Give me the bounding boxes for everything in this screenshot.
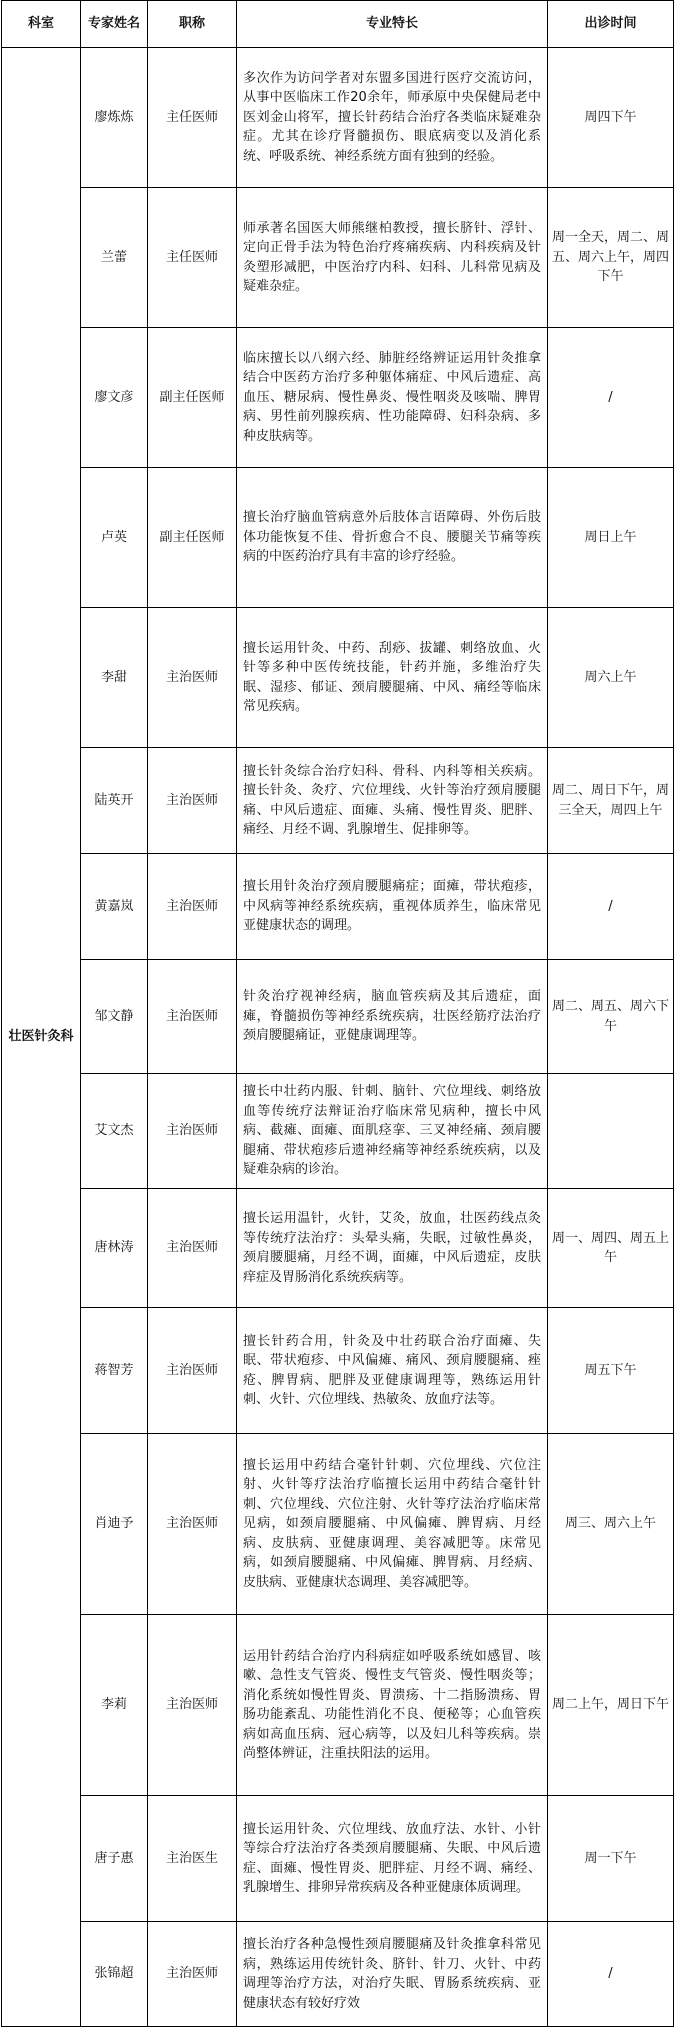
doctor-title: 主治医生	[148, 1796, 237, 1922]
doctor-name: 肖迪予	[81, 1434, 148, 1615]
doctor-title: 主任医师	[148, 48, 237, 188]
doctor-schedule: 周二、周日下午，周三全天，周四上午	[548, 748, 674, 854]
doctor-title: 主任医师	[148, 188, 237, 328]
doctor-title: 副主任医师	[148, 468, 237, 608]
doctor-name: 李甜	[81, 608, 148, 748]
table-row	[2, 188, 674, 328]
table-row	[2, 48, 674, 188]
doctor-specialty: 擅长运用中药结合毫针针刺、穴位埋线、穴位注射、火针等疗法治疗临擅长运用中药结合毫针针刺、穴位埋线、穴位注射、火针等疗法治疗临床常见病，如颈肩腰腿痛、中风偏瘫、脾胃病、月经病、皮肤病、亚健康调理、美容减肥等。床常见病，如颈肩腰腿痛、中风偏瘫、脾胃病、月经病、皮肤病、亚健康状态调理、美容减肥等。	[237, 1434, 548, 1615]
doctor-title: 主治医师	[148, 854, 237, 960]
table-row	[2, 960, 674, 1074]
doctor-schedule: 周日上午	[548, 468, 674, 608]
doctor-schedule: 周六上午	[548, 608, 674, 748]
doctor-title: 主治医师	[148, 1922, 237, 2027]
doctor-schedule	[548, 1074, 674, 1189]
doctor-name: 廖炼炼	[81, 48, 148, 188]
doctor-specialty: 擅长运用温针，火针，艾灸，放血，壮医药线点灸等传统疗法治疗：头晕头痛，失眠，过敏性鼻炎，颈肩腰腿痛，月经不调，面瘫，中风后遗症，皮肤痒症及胃肠消化系统疾病等。	[237, 1189, 548, 1308]
doctor-specialty: 多次作为访问学者对东盟多国进行医疗交流访问，从事中医临床工作20余年，师承原中央保健局老中医刘金山将军，擅长针药结合治疗各类临床疑难杂症。尤其在诊疗肾髓损伤、眼底病变以及消化系统、呼吸系统、神经系统方面有独到的经验。	[237, 48, 548, 188]
doctor-specialty: 擅长用针灸治疗颈肩腰腿痛症；面瘫，带状疱疹，中风病等神经系统疾病，重视体质养生，临床常见亚健康状态的调理。	[237, 854, 548, 960]
doctor-title: 主治医师	[148, 748, 237, 854]
header-department: 科室	[2, 1, 81, 48]
doctor-specialty: 师承著名国医大师熊继柏教授，擅长脐针、浮针、定向正骨手法为特色治疗疼痛疾病、内科疾病及针灸塑形减肥，中医治疗内科、妇科、儿科常见病及疑难杂症。	[237, 188, 548, 328]
header-schedule: 出诊时间	[548, 1, 674, 48]
doctor-schedule: 周一下午	[548, 1796, 674, 1922]
table-row	[2, 1796, 674, 1922]
doctor-schedule: 周一、周四、周五上午	[548, 1189, 674, 1308]
doctor-title: 主治医师	[148, 1189, 237, 1308]
department-cell: 壮医针灸科	[2, 48, 81, 2027]
doctor-schedule-table	[1, 0, 674, 2027]
doctor-schedule: /	[548, 328, 674, 468]
doctor-specialty: 针灸治疗视神经病，脑血管疾病及其后遗症，面瘫，脊髓损伤等神经系统疾病，壮医经筋疗法治疗颈肩腰腿痛证，亚健康调理等。	[237, 960, 548, 1074]
doctor-title: 主治医师	[148, 960, 237, 1074]
table-row	[2, 1615, 674, 1796]
doctor-name: 张锦超	[81, 1922, 148, 2027]
doctor-name: 陆英开	[81, 748, 148, 854]
table-row	[2, 608, 674, 748]
doctor-specialty: 擅长中壮药内服、针刺、脑针、穴位埋线、刺络放血等传统疗法辩证治疗临床常见病种，擅长中风病、截瘫、面瘫、面肌痉挛、三叉神经痛、颈肩腰腿痛、带状疱疹后遗神经痛等神经系统疾病，以及疑难杂病的诊治。	[237, 1074, 548, 1189]
table-row	[2, 328, 674, 468]
doctor-title: 主治医师	[148, 608, 237, 748]
doctor-schedule: 周三、周六上午	[548, 1434, 674, 1615]
table-row	[2, 468, 674, 608]
doctor-specialty: 擅长运用针灸、穴位埋线、放血疗法、水针、小针等综合疗法治疗各类颈肩腰腿痛、失眠、中风后遗症、面瘫、慢性胃炎、肥胖症、月经不调、痛经、乳腺增生、排卵异常疾病及各种亚健康体质调理。	[237, 1796, 548, 1922]
doctor-specialty: 擅长针灸综合治疗妇科、骨科、内科等相关疾病。擅长针灸、灸疗、穴位埋线、火针等治疗颈肩腰腿痛、中风后遗症、面瘫、头痛、慢性胃炎、肥胖、痛经、月经不调、乳腺增生、促排卵等。	[237, 748, 548, 854]
doctor-specialty: 临床擅长以八纲六经、肺脏经络辨证运用针灸推拿结合中医药方治疗多种躯体痛症、中风后遗症、高血压、糖尿病、慢性鼻炎、慢性咽炎及咳喘、脾胃病、男性前列腺疾病、性功能障碍、妇科杂病、多种皮肤病等。	[237, 328, 548, 468]
doctor-schedule: 周五下午	[548, 1308, 674, 1434]
doctor-name: 廖文彦	[81, 328, 148, 468]
table-row	[2, 1922, 674, 2027]
doctor-title: 副主任医师	[148, 328, 237, 468]
doctor-schedule: 周一全天，周二、周五、周六上午，周四下午	[548, 188, 674, 328]
doctor-title: 主治医师	[148, 1615, 237, 1796]
table-row	[2, 854, 674, 960]
doctor-specialty: 擅长治疗各种急慢性颈肩腰腿痛及针灸推拿科常见病，熟练运用传统针灸、脐针、针刀、火针、中药调理等治疗方法，对治疗失眠、胃肠系统疾病、亚健康状态有较好疗效	[237, 1922, 548, 2027]
header-title: 职称	[148, 1, 237, 48]
table-row	[2, 1074, 674, 1189]
doctor-name: 卢英	[81, 468, 148, 608]
doctor-title: 主治医师	[148, 1434, 237, 1615]
doctor-name: 邹文静	[81, 960, 148, 1074]
doctor-specialty: 运用针药结合治疗内科病症如呼吸系统如感冒、咳嗽、急性支气管炎、慢性支气管炎、慢性咽炎等；消化系统如慢性胃炎、胃溃疡、十二指肠溃疡、胃肠功能紊乱、功能性消化不良、便秘等；心血管疾病如高血压病、冠心病等，以及妇儿科等疾病。崇尚整体辨证，注重扶阳法的运用。	[237, 1615, 548, 1796]
table-row	[2, 1308, 674, 1434]
table-row	[2, 748, 674, 854]
doctor-title: 主治医师	[148, 1308, 237, 1434]
doctor-name: 唐林涛	[81, 1189, 148, 1308]
doctor-specialty: 擅长针药合用，针灸及中壮药联合治疗面瘫、失眠、带状疱疹、中风偏瘫、痛风、颈肩腰腿痛、痤疮、脾胃病、肥胖及亚健康调理等，熟练运用针刺、火针、穴位埋线、热敏灸、放血疗法等。	[237, 1308, 548, 1434]
doctor-schedule: 周二、周五、周六下午	[548, 960, 674, 1074]
doctor-schedule: /	[548, 1922, 674, 2027]
doctor-name: 蒋智芳	[81, 1308, 148, 1434]
doctor-specialty: 擅长运用针灸、中药、刮痧、拔罐、刺络放血、火针等多种中医传统技能，针药并施，多维治疗失眠、湿疹、郁证、颈肩腰腿痛、中风、痛经等临床常见疾病。	[237, 608, 548, 748]
doctor-schedule: 周四下午	[548, 48, 674, 188]
header-specialty: 专业特长	[237, 1, 548, 48]
doctor-name: 李莉	[81, 1615, 148, 1796]
header-expert-name: 专家姓名	[81, 1, 148, 48]
doctor-schedule: /	[548, 854, 674, 960]
doctor-name: 黄嘉岚	[81, 854, 148, 960]
doctor-name: 兰蕾	[81, 188, 148, 328]
doctor-name: 唐子惠	[81, 1796, 148, 1922]
doctor-specialty: 擅长治疗脑血管病意外后肢体言语障碍、外伤后肢体功能恢复不佳、骨折愈合不良、腰腿关节痛等疾病的中医药治疗具有丰富的诊疗经验。	[237, 468, 548, 608]
doctor-title: 主治医师	[148, 1074, 237, 1189]
table-row	[2, 1189, 674, 1308]
doctor-schedule: 周二上午，周日下午	[548, 1615, 674, 1796]
table-row	[2, 1434, 674, 1615]
header-row	[2, 1, 674, 48]
doctor-name: 艾文杰	[81, 1074, 148, 1189]
